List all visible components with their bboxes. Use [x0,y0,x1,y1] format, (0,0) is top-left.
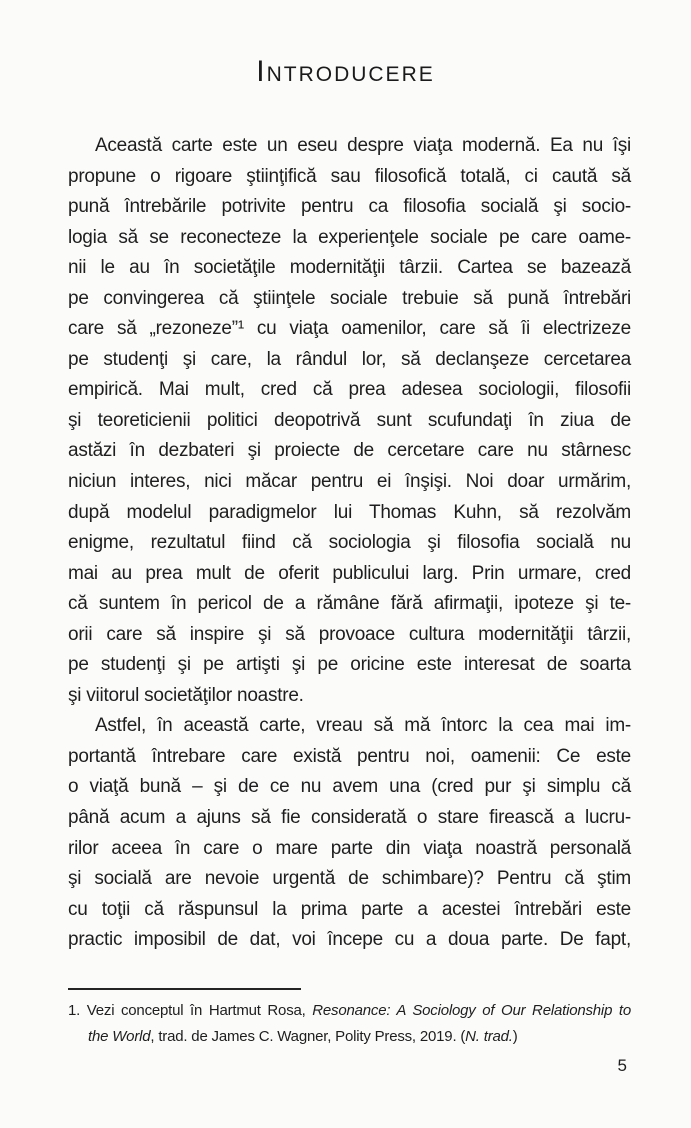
body-line: şi socială are nevoie urgentă de schimbare)? Pentru că ştim [68,868,631,890]
footnote-italic-segment: N. trad. [465,1028,513,1045]
body-line: mai au prea mult de oferit publicului larg. Prin urmare, cred [68,562,631,584]
footnote-segment: , trad. de James C. Wagner, Polity Press, 2019. ( [150,1028,466,1045]
body-line: portantă întrebare care există pentru noi, oamenii: Ce este [68,745,631,767]
footnote-italic-segment: the World [88,1028,151,1045]
body-line: Această carte este un eseu despre viaţa modernă. Ea nu îşi [95,135,631,156]
body-line: propune o rigoare ştiinţifică sau filosofică totală, ci caută să [68,165,631,187]
footnote [68,998,631,1050]
body-line: după modelul paradigmelor lui Thomas Kuhn, să rezolvăm [68,501,631,523]
body-line: empirică. Mai mult, cred că prea adesea sociologii, filosofii [68,379,631,401]
body-line: care să „rezoneze”¹ cu viaţa oamenilor, care să îi electrizeze [68,318,631,340]
body-line: că suntem în pericol de a rămâne fără afirmaţii, ipoteze şi te- [68,593,631,615]
footnote-line [68,998,631,1024]
body-line: practic imposibil de dat, voi începe cu a doua parte. De fapt, [68,929,631,951]
footnote-segment: ) [512,1028,518,1045]
body-line: pună întrebările potrivite pentru ca filosofia socială şi socio- [68,196,631,218]
body-line: şi viitorul societăţilor noastre. [68,684,304,706]
footnote-segment: 1. Vezi conceptul în Hartmut Rosa, [68,1002,313,1019]
body-line: o viaţă bună – şi de ce nu avem una (cred pur şi simplu că [68,776,631,798]
body-line: rilor aceea în care o mare parte din viaţa noastră personală [68,837,631,859]
body-line: enigme, rezultatul fiind că sociologia şi filosofia socială nu [68,532,631,554]
body-line: nii le au în societăţile modernităţii târzii. Cartea se bazează [68,257,631,279]
body-line: şi teoreticienii politici deopotrivă sunt scufundaţi în ziua de [68,409,631,431]
chapter-title: Introducere [256,55,435,88]
footnote-separator [68,988,301,990]
footnote-line [68,1024,631,1050]
body-line: niciun interes, nici măcar pentru ei înşişi. Noi doar urmărim, [68,471,631,493]
page-number: 5 [617,1056,627,1075]
body-line: până acum a ajuns să fie considerată o stare firească a lucru- [68,807,631,829]
body-line: pe studenţi şi care, la rândul lor, să declanşeze cercetarea [68,348,631,370]
body-line: cu toţii că răspunsul la prima parte a acestei întrebări este [68,898,631,920]
body-line: pe studenţi şi pe artişti şi pe oricine este interesat de soarta [68,654,631,676]
body-text [68,131,631,956]
body-line: astăzi în dezbateri şi proiecte de cercetare care nu stârnesc [68,440,631,462]
footnote-italic-segment: Resonance: A Sociology of Our Relationship to [312,1002,631,1019]
body-line: orii care să inspire şi să provoace cultura modernităţii târzii, [68,623,631,645]
body-line: pe convingerea că ştiinţele sociale trebuie să pună întrebări [68,287,631,309]
body-line: logia să se reconecteze la experienţele sociale pe care oame- [68,226,631,248]
body-line: Astfel, în această carte, vreau să mă întorc la cea mai im- [95,715,631,737]
